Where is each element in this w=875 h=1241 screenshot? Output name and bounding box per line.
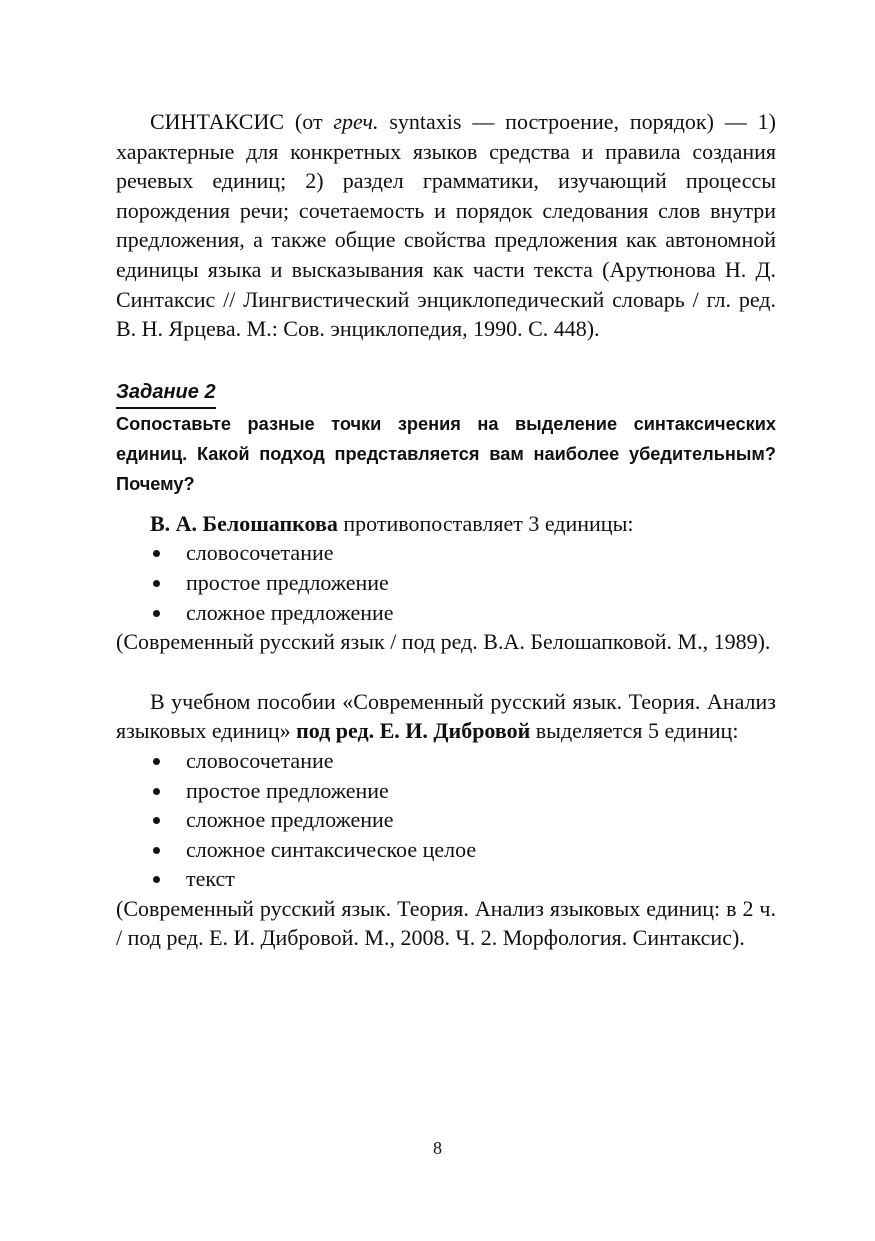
task-heading: Задание 2	[116, 378, 216, 409]
definition-text-b: syntaxis — построение, порядок) — 1) характерные для конкретных языков средства и правила создания речевых единиц; 2) раздел грамматики, изучающий процессы порождения речи; сочетаемость и порядок следования слов внутри предложения, а также общие свойства предложения как автономной единицы языка и высказывания как части текста (Арутюнова Н. Д. Синтаксис // Лингвистический энциклопедический словарь / гл. ред. В. Н. Ярцева. М.: Сов. энциклопедия, 1990. С. 448).	[116, 109, 776, 342]
definition-term: СИНТАКСИС	[150, 109, 285, 134]
definition-paragraph	[116, 107, 776, 344]
bullet-icon	[153, 876, 160, 883]
page-content	[116, 107, 776, 953]
page-number: 8	[433, 1138, 442, 1158]
list-item	[116, 864, 776, 894]
list-item-text: простое предложение	[186, 777, 389, 803]
bullet-icon	[153, 788, 160, 795]
list-item	[116, 835, 776, 865]
dibr-editor: под ред. Е. И. Дибровой	[296, 718, 531, 744]
list-item	[116, 538, 776, 568]
bullet-icon	[153, 610, 160, 617]
list-item	[116, 746, 776, 776]
list-item	[116, 776, 776, 806]
bullet-icon	[153, 550, 160, 557]
dibr-intro	[116, 687, 776, 746]
belosh-source: (Современный русский язык / под ред. В.А. Белошапковой. М., 1989).	[116, 629, 771, 655]
dibr-text-b: выделяется 5 единиц:	[530, 718, 739, 744]
dibr-text-a: В учебном пособии «Современный русский язык. Теория. Анализ языковых единиц»	[116, 688, 776, 744]
task-question: Сопоставьте разные точки зрения на выделение синтаксических единиц. Какой подход представляется вам наиболее убедительным? Почему?	[116, 413, 776, 494]
belosh-intro-text: противопоставляет 3 единицы:	[337, 510, 634, 536]
list-item-text: сложное предложение	[186, 599, 394, 625]
list-item-text: словосочетание	[186, 540, 334, 566]
list-item-text: простое предложение	[186, 569, 389, 595]
definition-abbr: греч.	[333, 109, 379, 134]
bullet-icon	[153, 847, 160, 854]
list-item	[116, 568, 776, 598]
belosh-list	[116, 538, 776, 627]
belosh-author: В. А. Белошапкова	[150, 510, 338, 536]
list-item-text: словосочетание	[186, 747, 334, 773]
list-item-text: сложное синтаксическое целое	[186, 836, 477, 862]
dibr-list	[116, 746, 776, 894]
list-item	[116, 805, 776, 835]
list-item-text: сложное предложение	[186, 807, 394, 833]
bullet-icon	[153, 758, 160, 765]
dibr-source: (Современный русский язык. Теория. Анализ языковых единиц: в 2 ч. / под ред. Е. И. Дибровой. М., 2008. Ч. 2. Морфология. Синтаксис).	[116, 895, 776, 951]
bullet-icon	[153, 817, 160, 824]
list-item-text: текст	[186, 866, 235, 892]
spacer	[116, 657, 776, 687]
list-item	[116, 598, 776, 628]
belosh-intro	[116, 509, 776, 539]
bullet-icon	[153, 580, 160, 587]
definition-text-a: (от	[284, 109, 334, 134]
